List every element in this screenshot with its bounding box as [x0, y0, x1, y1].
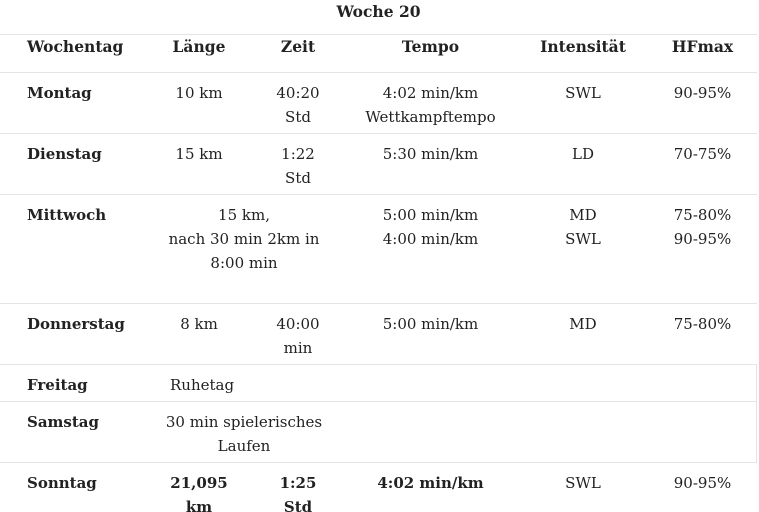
- cell-line: 30 min spielerisches: [165, 412, 323, 431]
- cell-line: 75-80%: [673, 314, 732, 333]
- cell-line: 21,095: [170, 473, 228, 492]
- cell-line: Laufen: [217, 436, 271, 455]
- cell-line: MD: [569, 205, 597, 224]
- cell-day: Freitag: [0, 364, 145, 401]
- cell-tempo: [343, 133, 518, 194]
- cell-hfmax: [648, 133, 757, 194]
- cell-line: 15 km,: [218, 205, 270, 224]
- cell-line: Wettkampftempo: [365, 107, 496, 126]
- cell-note: [145, 401, 343, 462]
- header-laenge: Länge: [145, 34, 253, 72]
- cell-intensity: [518, 303, 648, 364]
- cell-line: 5:00 min/km: [382, 205, 479, 224]
- cell-line: 5:30 min/km: [382, 144, 479, 163]
- cell-line: SWL: [565, 473, 601, 492]
- table-row-donnerstag: [0, 303, 757, 364]
- cell-length: [145, 462, 253, 512]
- cell-line: 40:20: [276, 83, 320, 102]
- table-row-sonntag: [0, 462, 757, 512]
- cell-hfmax: [648, 462, 757, 512]
- cell-line: 4:02 min/km: [377, 473, 484, 492]
- cell-line: 90-95%: [673, 83, 732, 102]
- cell-line: min: [283, 338, 313, 357]
- cell-line: Std: [285, 107, 311, 126]
- cell-time: [253, 462, 343, 512]
- cell-line: 90-95%: [673, 229, 732, 248]
- cell-line: km: [185, 497, 213, 512]
- cell-hfmax: [648, 72, 757, 133]
- header-hfmax: HFmax: [648, 34, 757, 72]
- cell-intensity: [518, 194, 648, 303]
- cell-length: [145, 133, 253, 194]
- header-wochentag: Wochentag: [0, 34, 145, 72]
- header-zeit: Zeit: [253, 34, 343, 72]
- cell-line: 10 km: [175, 83, 223, 102]
- cell-line: 1:22: [281, 144, 315, 163]
- cell-line: SWL: [565, 83, 601, 102]
- cell-line: LD: [572, 144, 594, 163]
- cell-line: 70-75%: [673, 144, 732, 163]
- cell-intensity: [518, 133, 648, 194]
- table-row-samstag: [0, 401, 757, 462]
- cell-line: nach 30 min 2km in: [168, 229, 320, 248]
- table-row-dienstag: [0, 133, 757, 194]
- cell-day: Mittwoch: [0, 194, 145, 303]
- cell-day: Sonntag: [0, 462, 145, 512]
- table-right-border: [756, 364, 757, 462]
- cell-tempo: [343, 72, 518, 133]
- cell-line: 8 km: [180, 314, 218, 333]
- cell-line: 4:02 min/km: [382, 83, 479, 102]
- cell-line: 8:00 min: [210, 253, 278, 272]
- cell-tempo: [343, 194, 518, 303]
- cell-line: SWL: [565, 229, 601, 248]
- cell-tempo: [343, 462, 518, 512]
- cell-length: [145, 303, 253, 364]
- header-tempo: Tempo: [343, 34, 518, 72]
- cell-hfmax: [648, 194, 757, 303]
- cell-line: Ruhetag: [170, 375, 235, 394]
- cell-day: Montag: [0, 72, 145, 133]
- cell-time: [253, 133, 343, 194]
- cell-day: Donnerstag: [0, 303, 145, 364]
- cell-intensity: [518, 72, 648, 133]
- table-row-montag: [0, 72, 757, 133]
- table-caption-row: [0, 0, 757, 34]
- cell-time: [253, 303, 343, 364]
- cell-line: 40:00: [276, 314, 320, 333]
- cell-note: [145, 364, 757, 401]
- cell-line: Std: [285, 168, 311, 187]
- table-caption: Woche 20: [0, 0, 757, 34]
- cell-empty: [343, 401, 757, 462]
- cell-line: 5:00 min/km: [382, 314, 479, 333]
- cell-time: [253, 72, 343, 133]
- cell-line: MD: [569, 314, 597, 333]
- cell-length-time: [145, 194, 343, 303]
- cell-line: 4:00 min/km: [382, 229, 479, 248]
- cell-line: 15 km: [175, 144, 223, 163]
- cell-line: 90-95%: [673, 473, 732, 492]
- cell-hfmax: [648, 303, 757, 364]
- cell-day: Dienstag: [0, 133, 145, 194]
- cell-line: Std: [283, 497, 313, 512]
- table-row-mittwoch: [0, 194, 757, 303]
- cell-day: Samstag: [0, 401, 145, 462]
- cell-line: 75-80%: [673, 205, 732, 224]
- header-intensitaet: Intensität: [518, 34, 648, 72]
- table-header-row: [0, 34, 757, 72]
- cell-intensity: [518, 462, 648, 512]
- cell-line: 1:25: [279, 473, 317, 492]
- cell-length: [145, 72, 253, 133]
- table-row-freitag: [0, 364, 757, 401]
- cell-tempo: [343, 303, 518, 364]
